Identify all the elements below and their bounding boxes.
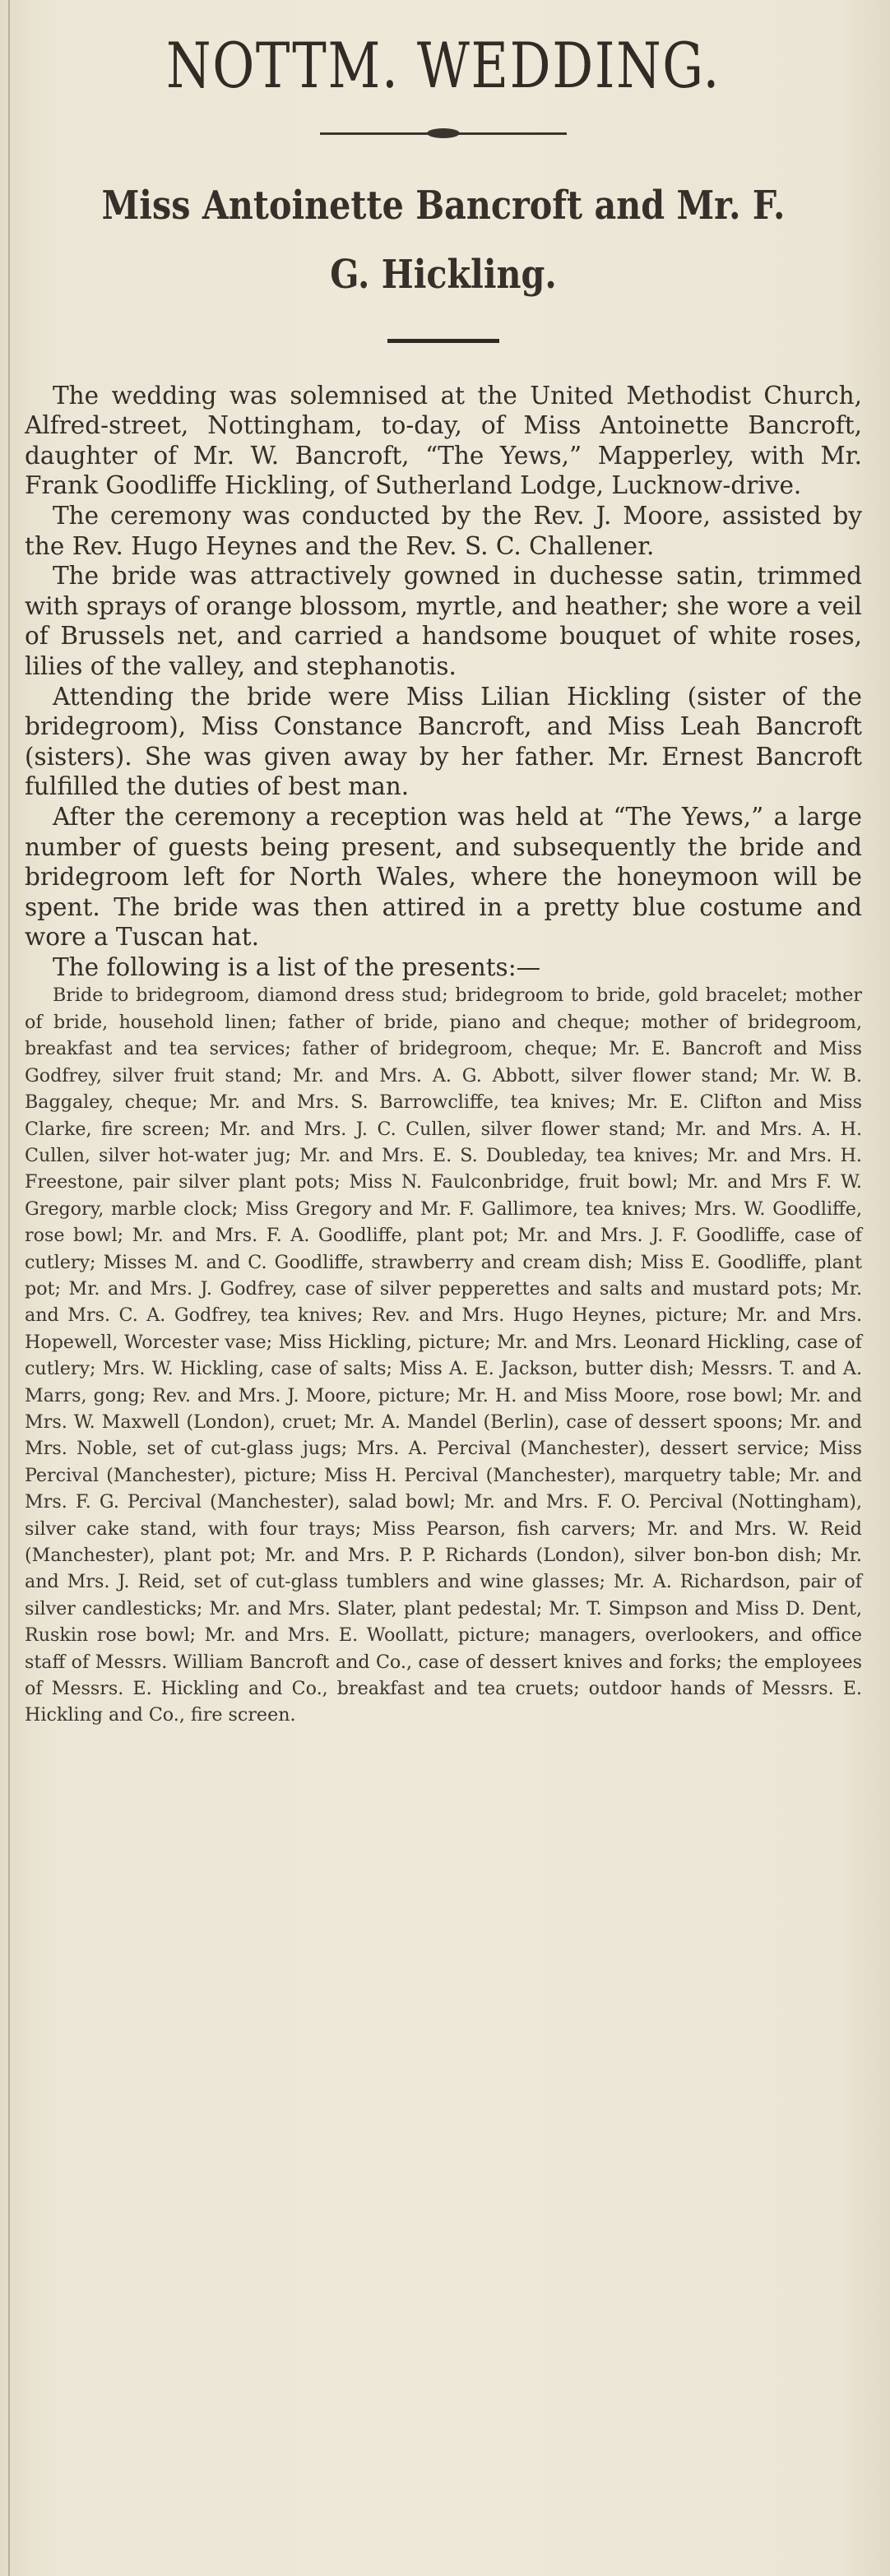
article-body [25,381,862,983]
column-rule [8,0,10,2576]
paragraph-presents-intro: The following is a list of the presents:— [53,952,541,981]
subheadline: Miss Antoinette Bancroft and Mr. F. G. Hickling. [101,182,786,298]
paragraph-wedding: The wedding was solemnised at the United Methodist Church, Alfred-street, Nottingham, to-day, of Miss Antoinette Bancroft, daughter of Mr. W. Bancroft, “The Yews,” Mapperley, with Mr. Frank Goodliffe Hickling, of Sutherland Lodge, Lucknow-drive. [25,381,862,500]
presents-text: Bride to bridegroom, diamond dress stud; bridegroom to bride, gold bracelet; mother of bride, household linen; father of bride, piano and cheque; mother of bridegroom, breakfast and tea services; father of bridegroom, cheque; Mr. E. Bancroft and Miss Godfrey, silver fruit stand; Mr. and Mrs. A. G. Abbott, silver flower stand; Mr. W. B. Baggaley, cheque; Mr. and Mrs. S. Barrowcliffe, tea knives; Mr. E. Clifton and Miss Clarke, fire screen; Mr. and Mrs. J. C. Cullen, silver flower stand; Mr. and Mrs. A. H. Cullen, silver hot-water jug; Mr. and Mrs. E. S. Doubleday, tea knives; Mr. and Mrs. H. Freestone, pair silver plant pots; Miss N. Faulconbridge, fruit bowl; Mr. and Mrs F. W. Gregory, marble clock; Miss Gregory and Mr. F. Gallimore, tea knives; Mrs. W. Goodliffe, rose bowl; Mr. and Mrs. F. A. Goodliffe, plant pot; Mr. and Mrs. J. F. Goodliffe, case of cutlery; Misses M. and C. Goodliffe, strawberry and cream dish; Miss E. Goodliffe, plant pot; Mr. and Mrs. J. Godfrey, case of silver pepperettes and salts and mustard pots; Mr. and Mrs. C. A. Godfrey, tea knives; Rev. and Mrs. Hugo Heynes, picture; Mr. and Mrs. Hopewell, Worcester vase; Miss Hickling, picture; Mr. and Mrs. Leonard Hickling, case of cutlery; Mrs. W. Hickling, case of salts; Miss A. E. Jackson, butter dish; Messrs. T. and A. Marrs, gong; Rev. and Mrs. J. Moore, picture; Mr. H. and Miss Moore, rose bowl; Mr. and Mrs. W. Maxwell (London), cruet; Mr. A. Mandel (Berlin), case of dessert spoons; Mr. and Mrs. Noble, set of cut-glass jugs; Mrs. A. Percival (Manchester), dessert service; Miss Percival (Manchester), picture; Miss H. Percival (Manchester), marquetry table; Mr. and Mrs. F. G. Percival (Manchester), salad bowl; Mr. and Mrs. F. O. Percival (Nottingham), silver cake stand, with four trays; Miss Pearson, fish carvers; Mr. and Mrs. W. Reid (Manchester), plant pot; Mr. and Mrs. P. P. Richards (London), silver bon-bon dish; Mr. and Mrs. J. Reid, set of cut-glass tumblers and wine glasses; Mr. A. Richardson, pair of silver candlesticks; Mr. and Mrs. Slater, plant pedestal; Mr. T. Simpson and Miss D. Dent, Ruskin rose bowl; Mr. and Mrs. E. Woollatt, picture; managers, overlookers, and office staff of Messrs. William Bancroft and Co., case of dessert knives and forks; the employees of Messrs. E. Hickling and Co., breakfast and tea cruets; outdoor hands of Messrs. E. Hickling and Co., fire screen. [25,985,862,1726]
paragraph-attendants: Attending the bride were Miss Lilian Hickling (sister of the bridegroom), Miss Constance Bancroft, and Miss Leah Bancroft (sisters). She was given away by her father. Mr. Ernest Bancroft fulfilled the duties of best man. [25,682,862,801]
paragraph-reception: After the ceremony a reception was held at “The Yews,” a large number of guests being present, and subsequently the bride and bridegroom left for North Wales, where the honeymoon will be spent. The bride was then attired in a pretty blue costume and wore a Tuscan hat. [25,802,862,952]
paragraph-ceremony: The ceremony was conducted by the Rev. J. Moore, assisted by the Rev. Hugo Heynes and the Rev. S. C. Challener. [25,501,862,560]
ornament-divider [320,128,567,138]
section-rule [387,339,499,343]
presents-list [25,982,862,1728]
paragraph-gown: The bride was attractively gowned in duchesse satin, trimmed with sprays of orange blossom, myrtle, and heather; she wore a veil of Brussels net, and carried a handsome bouquet of white roses, lilies of the valley, and stephanotis. [25,562,862,680]
headline: NOTTM. WEDDING. [166,29,721,102]
ornament-center [427,128,460,138]
